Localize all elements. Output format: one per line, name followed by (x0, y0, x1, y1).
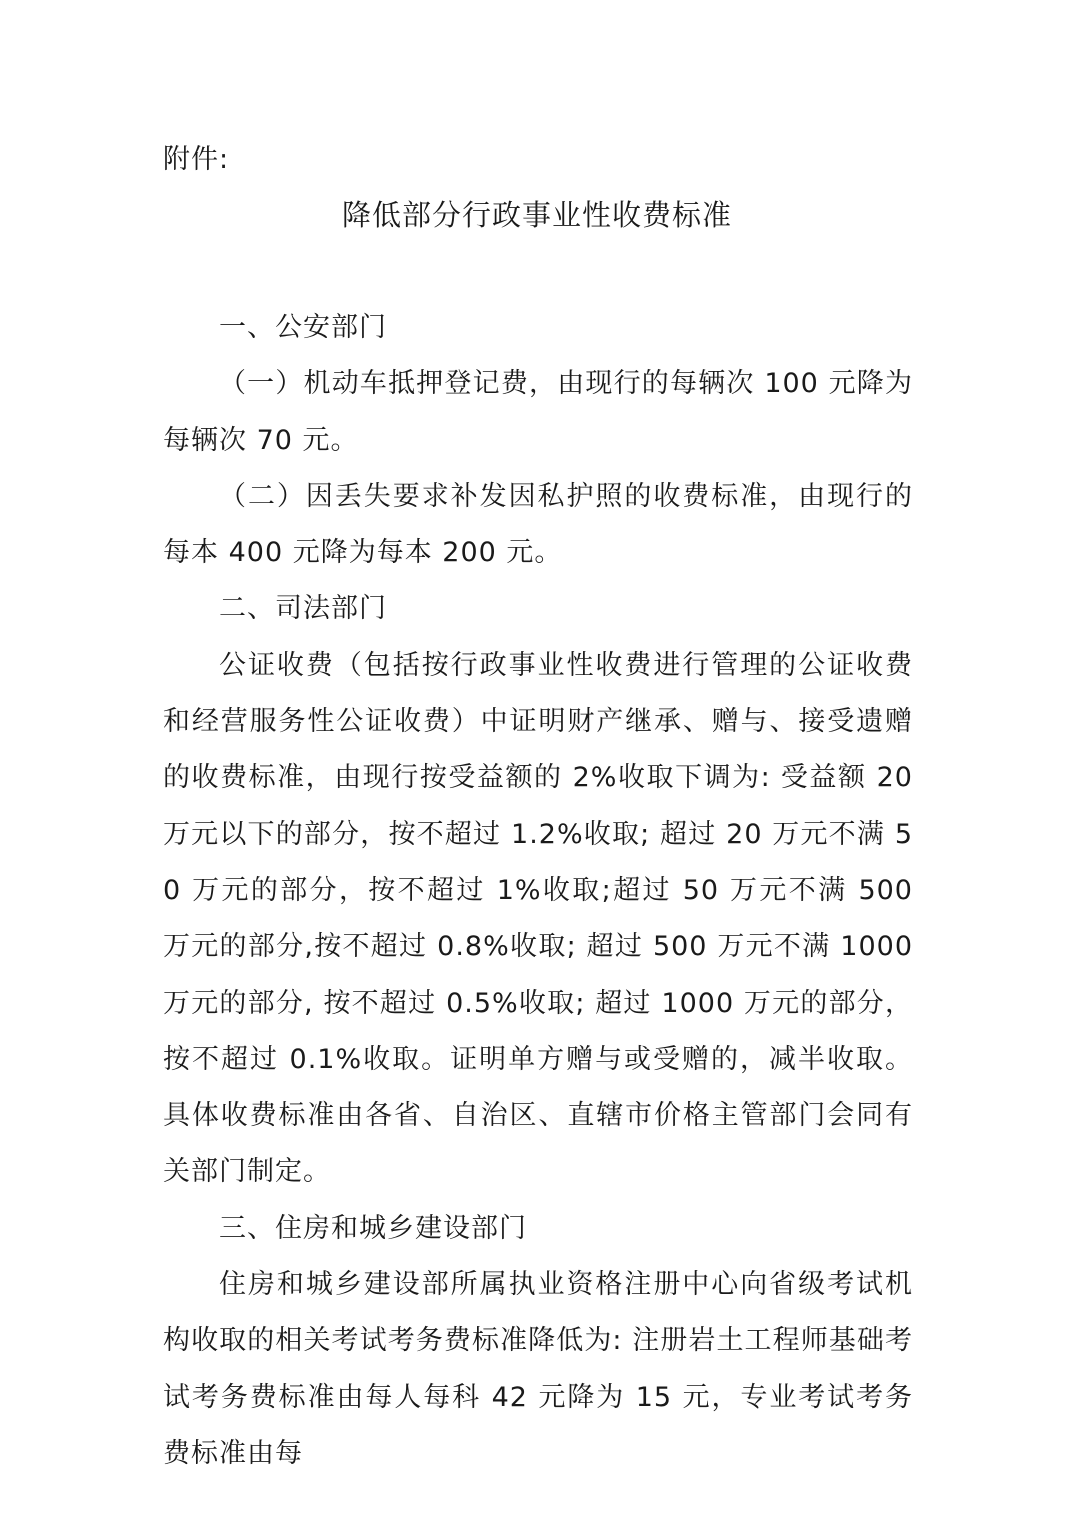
document-title: 降低部分行政事业性收费标准 (341, 198, 732, 232)
section-heading-housing: 三、住房和城乡建设部门 (219, 1212, 527, 1244)
paragraph-notary-fee: 公证收费（包括按行政事业性收费进行管理的公证收费和经营服务性公证收费）中证明财产继承、赠与、接受遗赠的收费标准，由现行按受益额的 2%收取下调为: 受益额 20 万元以下的部分，按不超过 1.2%收取; 超过 20 万元不满 50 万元的部分，按不超过 1%收取;超过 50 万元不满 500 万元的部分,按不超过 0.8%收取; 超过 500 万元不满 1000 万元的部分, 按不超过 0.5%收取; 超过 1000 万元的部分，按不超过 0.1%收取。证明单方赠与或受赠的，减半收取。具体收费标准由各省、自治区、直辖市价格主管部门会同有关部门制定。 (163, 649, 913, 1188)
paragraph-vehicle-mortgage-fee: （一）机动车抵押登记费，由现行的每辆次 100 元降为每辆次 70 元。 (163, 368, 913, 456)
paragraph-exam-fee: 住房和城乡建设部所属执业资格注册中心向省级考试机构收取的相关考试考务费标准降低为: 注册岩土工程师基础考试考务费标准由每人每科 42 元降为 15 元，专业考试考务费标准由每 (163, 1269, 913, 1469)
attachment-label: 附件: (163, 144, 230, 175)
section-heading-public-security: 一、公安部门 (219, 312, 387, 343)
paragraph-passport-fee: （二）因丢失要求补发因私护照的收费标准，由现行的每本 400 元降为每本 200 元。 (163, 480, 913, 569)
document-body (163, 300, 913, 1482)
section-heading-justice: 二、司法部门 (219, 593, 387, 625)
